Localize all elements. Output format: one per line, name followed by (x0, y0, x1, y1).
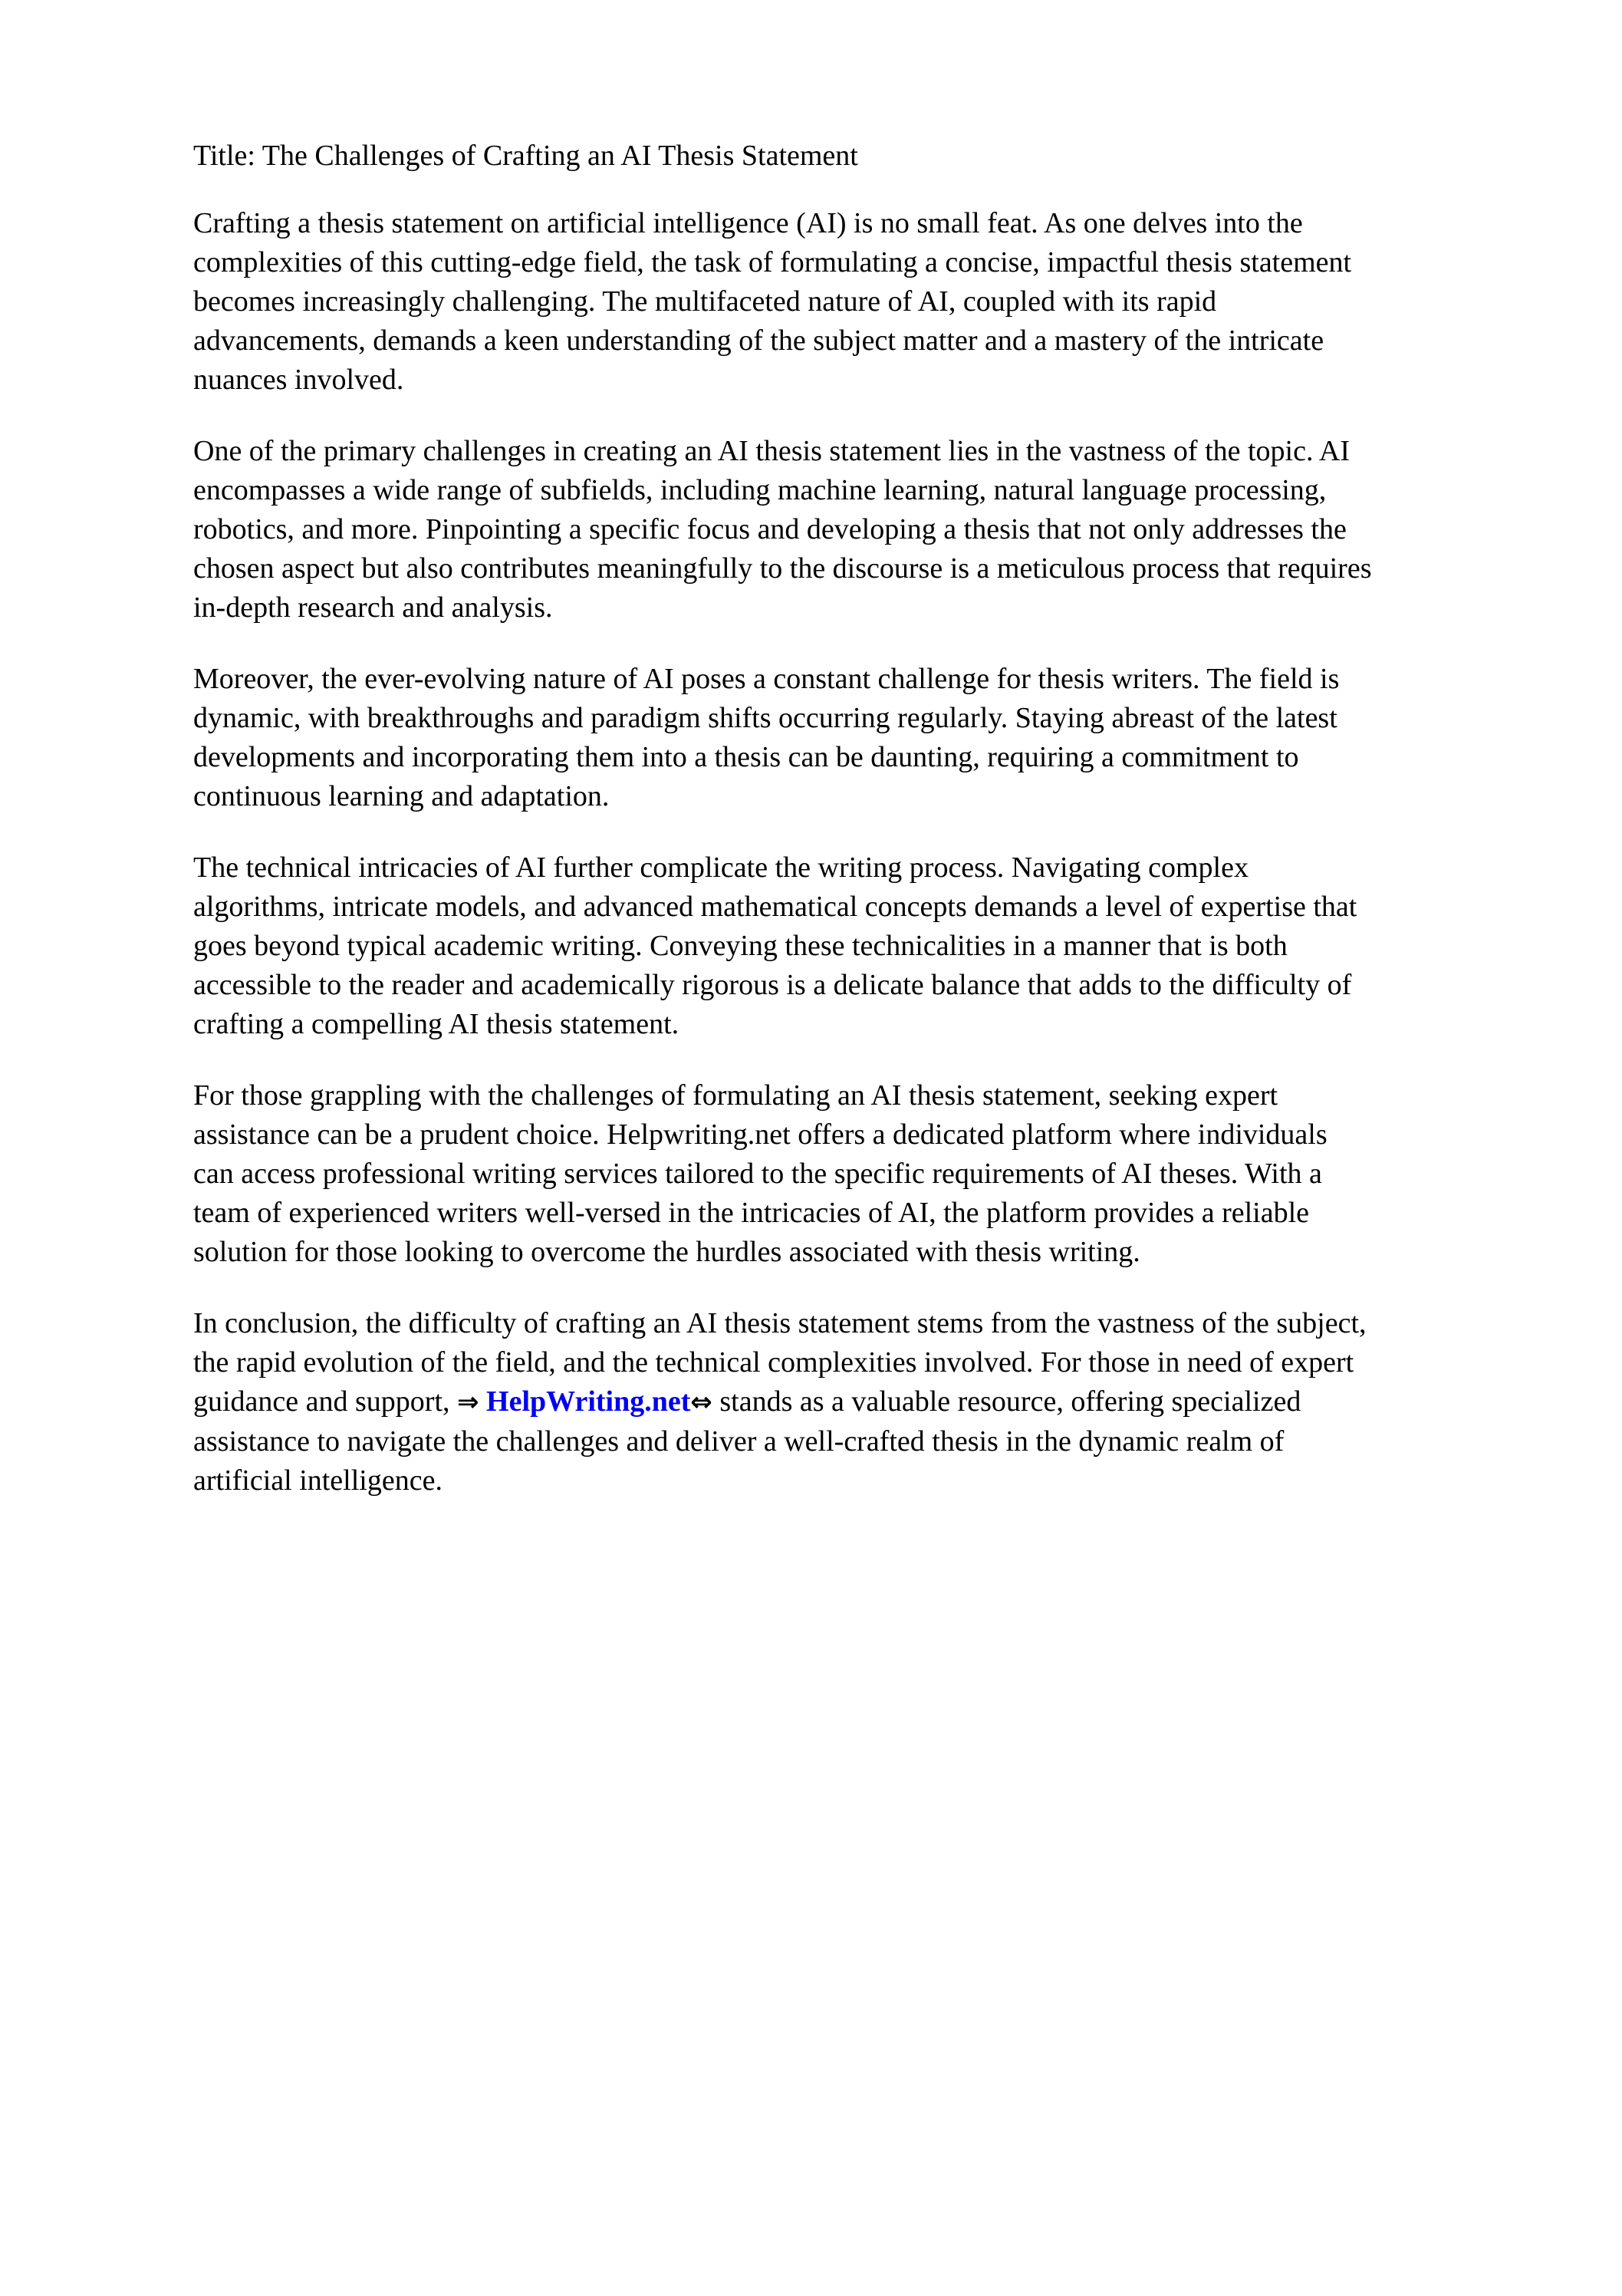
paragraph-line: robotics, and more. Pinpointing a specific focus and developing a thesis that not only addresses the (193, 513, 1347, 545)
helpwriting-link[interactable]: HelpWriting.net (486, 1385, 691, 1418)
paragraph-line: accessible to the reader and academically rigorous is a delicate balance that adds to the difficulty of (193, 969, 1352, 1001)
paragraph-assistance (193, 1076, 1574, 1272)
conclusion-text-after-link: stands as a valuable resource, offering specialized (712, 1385, 1301, 1418)
paragraph-line-with-link (193, 1382, 1574, 1422)
paragraph-conclusion (193, 1304, 1574, 1500)
paragraph-line: Crafting a thesis statement on artificial intelligence (AI) is no small feat. As one delves into the (193, 207, 1303, 239)
double-left-right-arrow-icon: ⇔ (690, 1387, 712, 1418)
paragraph-line: assistance to navigate the challenges and deliver a well-crafted thesis in the dynamic realm of (193, 1425, 1285, 1458)
paragraph-line: assistance can be a prudent choice. Helpwriting.net offers a dedicated platform where individuals (193, 1118, 1328, 1151)
paragraph-evolving (193, 660, 1574, 816)
paragraph-line: In conclusion, the difficulty of crafting an AI thesis statement stems from the vastness of the subject, (193, 1307, 1367, 1339)
document-title: Title: The Challenges of Crafting an AI Thesis Statement (193, 140, 858, 172)
paragraph-line: solution for those looking to overcome the hurdles associated with thesis writing. (193, 1236, 1140, 1268)
paragraph-line: One of the primary challenges in creating an AI thesis statement lies in the vastness of the topic. AI (193, 435, 1350, 467)
paragraph-intro (193, 204, 1574, 400)
paragraph-line: encompasses a wide range of subfields, including machine learning, natural language processing, (193, 474, 1327, 506)
paragraph-line: continuous learning and adaptation. (193, 780, 610, 812)
paragraph-line: artificial intelligence. (193, 1464, 443, 1497)
paragraph-line: algorithms, intricate models, and advanced mathematical concepts demands a level of expertise that (193, 891, 1357, 923)
paragraph-line: goes beyond typical academic writing. Conveying these technicalities in a manner that is both (193, 930, 1288, 962)
paragraph-technical (193, 848, 1574, 1044)
paragraph-line: Moreover, the ever-evolving nature of AI poses a constant challenge for thesis writers. The field is (193, 663, 1340, 695)
paragraph-line: in-depth research and analysis. (193, 591, 553, 624)
paragraph-line: team of experienced writers well-versed in the intricacies of AI, the platform provides a reliable (193, 1197, 1310, 1229)
paragraph-line: developments and incorporating them into a thesis can be daunting, requiring a commitment to (193, 741, 1299, 773)
paragraph-vastness (193, 432, 1574, 628)
paragraph-line: For those grappling with the challenges of formulating an AI thesis statement, seeking expert (193, 1079, 1278, 1112)
paragraph-line: crafting a compelling AI thesis statement. (193, 1008, 679, 1040)
document-page (193, 137, 1574, 1533)
paragraph-line: dynamic, with breakthroughs and paradigm shifts occurring regularly. Staying abreast of the latest (193, 702, 1337, 734)
double-right-arrow-icon: ⇒ (457, 1387, 479, 1418)
conclusion-text-before-link: guidance and support, (193, 1385, 458, 1418)
paragraph-line: the rapid evolution of the field, and the technical complexities involved. For those in need of expert (193, 1346, 1354, 1379)
paragraph-line: complexities of this cutting-edge field, the task of formulating a concise, impactful thesis statement (193, 246, 1352, 278)
paragraph-line: chosen aspect but also contributes meaningfully to the discourse is a meticulous process that requires (193, 552, 1372, 585)
paragraph-line: advancements, demands a keen understanding of the subject matter and a mastery of the intricate (193, 324, 1324, 357)
paragraph-line: can access professional writing services tailored to the specific requirements of AI theses. With a (193, 1158, 1322, 1190)
paragraph-line: nuances involved. (193, 364, 404, 396)
paragraph-line: becomes increasingly challenging. The multifaceted nature of AI, coupled with its rapid (193, 285, 1217, 318)
paragraph-line: The technical intricacies of AI further complicate the writing process. Navigating complex (193, 852, 1249, 884)
